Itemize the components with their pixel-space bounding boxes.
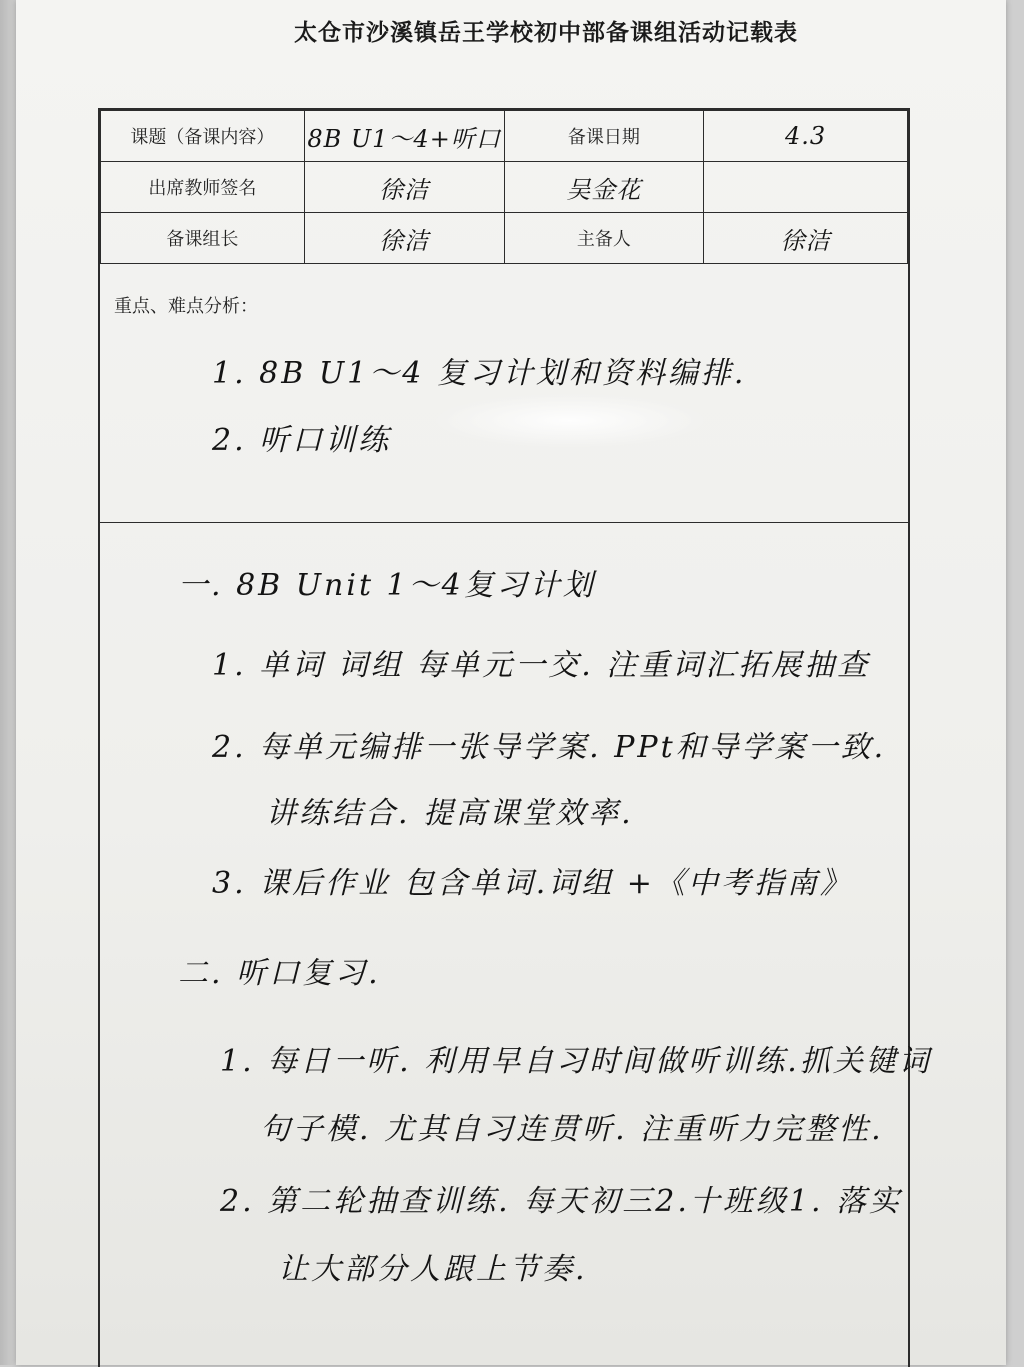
attendee-2: [504, 162, 704, 213]
content-item-2-1a: 1. 每日一听. 利用早自习时间做听训练.抓关键词: [220, 1044, 932, 1079]
content-item-2-1b: 句子模. 尤其自习连贯听. 注重听力完整性.: [260, 1112, 884, 1147]
content-item-1-3: 3. 课后作业 包含单词.词组 +《中考指南》: [212, 866, 853, 901]
date-value: [704, 111, 908, 162]
attendees-label: 出席教师签名: [101, 162, 305, 213]
presenter-signature: 徐洁: [780, 226, 831, 255]
topic-label: 课题（备课内容）: [101, 111, 305, 162]
erased-smudge: [430, 393, 710, 448]
content-item-1-2b: 讲练结合. 提高课堂效率.: [266, 796, 634, 831]
record-form: [98, 108, 932, 1367]
presenter-value: [704, 213, 908, 264]
attendee-2-signature: 吴金花: [566, 175, 642, 204]
date-handwriting: 4.3: [785, 122, 827, 150]
section-divider: [100, 522, 908, 523]
content-heading-1: 一. 8B Unit 1～4复习计划: [178, 568, 596, 603]
leader-label: 备课组长: [101, 213, 305, 264]
header-table: [100, 110, 908, 264]
content-item-1-1: 1. 单词 词组 每单元一交. 注重词汇拓展抽查: [212, 648, 871, 683]
presenter-label: 主备人: [504, 213, 704, 264]
table-row: [101, 111, 908, 162]
attendee-1: [304, 162, 504, 213]
topic-value: [304, 111, 504, 162]
content-item-2-2b: 让大部分人跟上节奏.: [278, 1252, 588, 1287]
content-item-1-2a: 2. 每单元编排一张导学案. PPt和导学案一致.: [212, 730, 887, 765]
attendee-empty: [704, 162, 908, 213]
analysis-line-1: 1. 8B U1～4 复习计划和资料编排.: [212, 356, 747, 391]
content-item-2-2a: 2. 第二轮抽查训练. 每天初三2.十班级1. 落实: [220, 1184, 903, 1219]
analysis-label: 重点、难点分析：: [114, 296, 258, 317]
leader-value: [304, 213, 504, 264]
content-heading-2: 二. 听口复习.: [178, 956, 381, 991]
table-row: [101, 213, 908, 264]
topic-handwriting: 8B U1～4+听口: [307, 124, 501, 153]
attendee-1-signature: 徐洁: [379, 175, 430, 204]
analysis-line-2: 2. 听口训练: [212, 423, 392, 458]
page-title: 太仓市沙溪镇岳王学校初中部备课组活动记载表: [294, 20, 798, 46]
leader-signature: 徐洁: [379, 226, 430, 255]
table-row: [101, 162, 908, 213]
date-label: 备课日期: [504, 111, 704, 162]
paper-sheet: [16, 0, 1006, 1365]
